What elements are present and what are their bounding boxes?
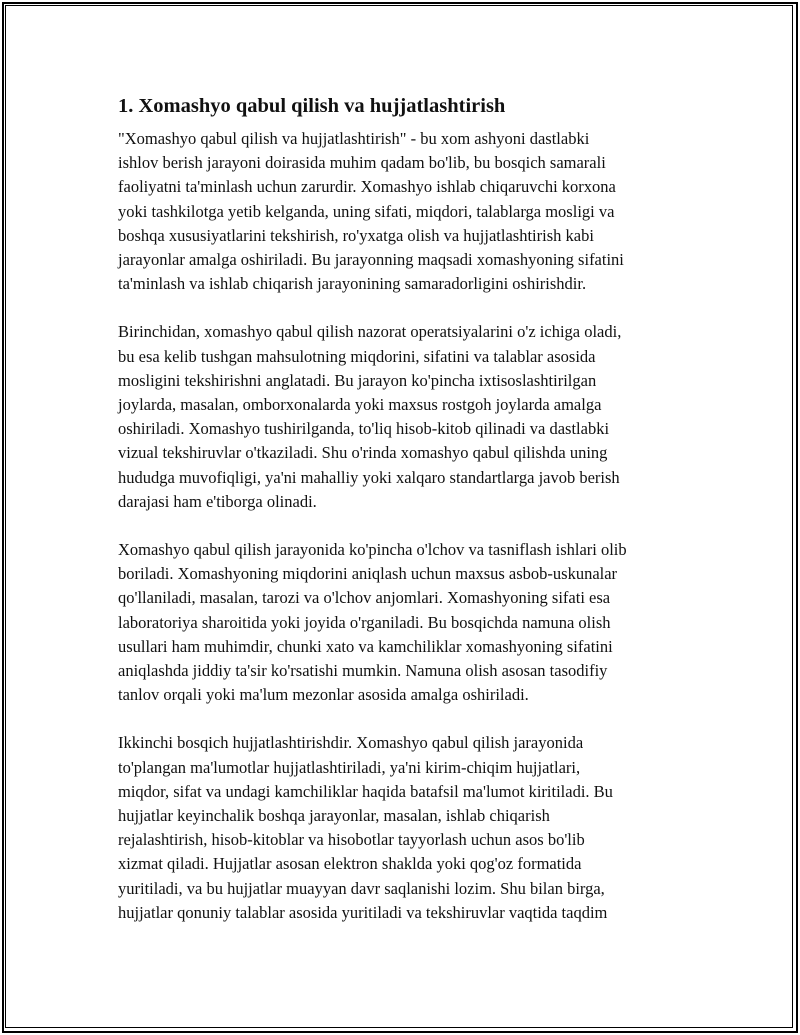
text-line: yoki tashkilotga yetib kelganda, uning sifati, miqdori, talablarga mosligi va [118,201,615,221]
text-line: Xomashyo qabul qilish jarayonida ko'pincha o'lchov va tasniflash ishlari olib [118,540,627,560]
text-line: Birinchidan, xomashyo qabul qilish nazorat operatsiyalarini o'z ichiga oladi, [118,322,622,342]
text-line: darajasi ham e'tiborga olinadi. [118,491,317,511]
text-line: jarayonlar amalga oshiriladi. Bu jarayonning maqsadi xomashyoning sifatini [118,250,624,270]
text-line: hujjatlar qonuniy talablar asosida yuritiladi va tekshiruvlar vaqtida taqdim [118,902,608,922]
text-line: boriladi. Xomashyoning miqdorini aniqlash uchun maxsus asbob-uskunalar [118,564,618,584]
text-line: bu esa kelib tushgan mahsulotning miqdorini, sifatini va talablar asosida [118,346,596,366]
text-line: laboratoriya sharoitida yoki joyida o'rganiladi. Bu bosqichda namuna olish [118,612,611,632]
text-line: faoliyatni ta'minlash uchun zarurdir. Xomashyo ishlab chiqaruvchi korxona [118,177,616,197]
text-line: xizmat qiladi. Hujjatlar asosan elektron shaklda yoki qog'oz formatida [118,854,582,874]
text-line: oshiriladi. Xomashyo tushirilganda, to'liq hisob-kitob qilinadi va dastlabki [118,419,610,439]
text-line: vizual tekshiruvlar o'tkaziladi. Shu o'rinda xomashyo qabul qilishda uning [118,443,608,463]
text-line: to'plangan ma'lumotlar hujjatlashtiriladi, ya'ni kirim-chiqim hujjatlari, [118,757,581,777]
text-line: qo'llaniladi, masalan, tarozi va o'lchov anjomlari. Xomashyoning sifati esa [118,588,611,608]
text-line: usullari ham muhimdir, chunki xato va kamchiliklar xomashyoning sifatini [118,636,613,656]
text-line: rejalashtirish, hisob-kitoblar va hisobotlar tayyorlash uchun asos bo'lib [118,830,585,850]
document-body [118,94,688,949]
paragraph-2 [118,320,688,514]
text-line: miqdor, sifat va undagi kamchiliklar haqida batafsil ma'lumot kiritiladi. Bu [118,781,613,801]
text-line: joylarda, masalan, omborxonalarda yoki maxsus rostgoh joylarda amalga [118,395,602,415]
text-line: hududga muvofiqligi, ya'ni mahalliy yoki xalqaro standartlarga javob berish [118,467,620,487]
paragraph-1 [118,127,688,296]
section-heading: 1. Xomashyo qabul qilish va hujjatlashtirish [118,95,506,117]
paragraph-4 [118,731,688,925]
text-line: ishlov berish jarayoni doirasida muhim qadam bo'lib, bu bosqich samarali [118,153,606,173]
text-line: Ikkinchi bosqich hujjatlashtirishdir. Xomashyo qabul qilish jarayonida [118,733,584,753]
text-line: boshqa xususiyatlarini tekshirish, ro'yxatga olish va hujjatlashtirish kabi [118,225,594,245]
text-line: aniqlashda jiddiy ta'sir ko'rsatishi mumkin. Namuna olish asosan tasodifiy [118,661,608,681]
text-line: hujjatlar keyinchalik boshqa jarayonlar, masalan, ishlab chiqarish [118,806,550,826]
paragraph-3 [118,538,688,707]
text-line: mosligini tekshirishni anglatadi. Bu jarayon ko'pincha ixtisoslashtirilgan [118,370,597,390]
text-line: ta'minlash va ishlab chiqarish jarayonining samaradorligini oshirishdir. [118,274,587,294]
text-line: tanlov orqali yoki ma'lum mezonlar asosida amalga oshiriladi. [118,685,529,705]
text-line: "Xomashyo qabul qilish va hujjatlashtirish" - bu xom ashyoni dastlabki [118,129,590,148]
text-line: yuritiladi, va bu hujjatlar muayyan davr saqlanishi lozim. Shu bilan birga, [118,878,605,898]
